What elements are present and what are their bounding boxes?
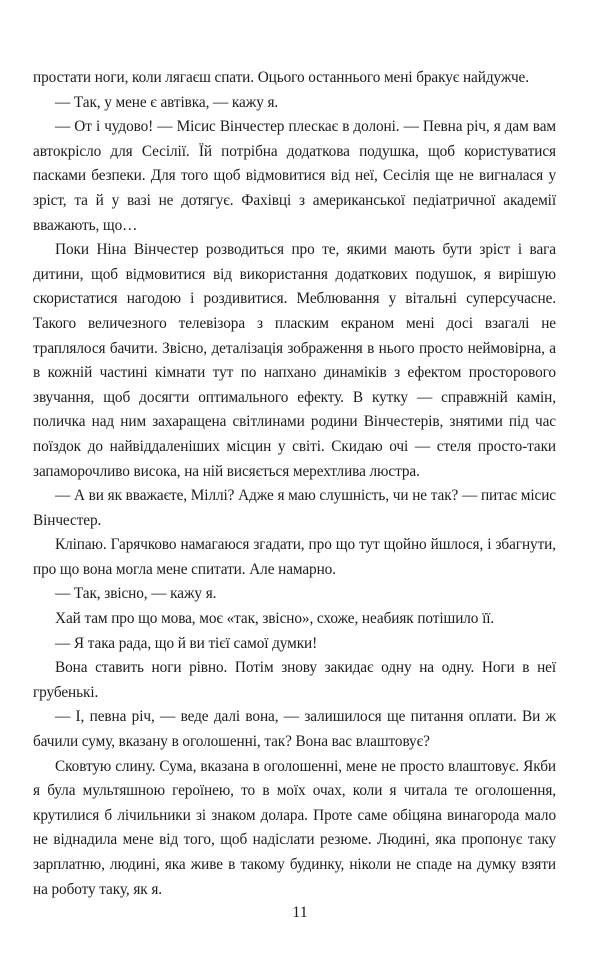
paragraph: — Так, звісно, — кажу я. bbox=[55, 585, 217, 603]
page-number: 11 bbox=[292, 904, 308, 921]
body-text bbox=[33, 66, 556, 902]
paragraph: Кліпаю. Гарячково намагаюся згадати, про що тут щойно йшлося, і збагнути, про що вона могла мене спитати. Але намарно. bbox=[33, 536, 556, 578]
paragraph: Вона ставить ноги рівно. Потім знову закидає одну на одну. Ноги в неї грубенькі. bbox=[33, 659, 556, 701]
paragraph: — От і чудово! — Місис Вінчестер плескає в долоні. — Певна річ, я дам вам автокрісло для Сесілії. Їй потрібна додаткова подушка, щоб користуватися пасками безпеки. Для того щоб відмовитися від неї, Сесілія ще не вигналася у зріст, та й у вазі не дотягує. Фахівці з американської педіатричної академії вважають, що… bbox=[33, 118, 556, 234]
paragraph: — А ви як вважаєте, Міллі? Адже я маю слушність, чи не так? — питає місис Вінчестер. bbox=[33, 487, 556, 529]
paragraph: Поки Ніна Вінчестер розводиться про те, якими мають бути зріст і вага дитини, щоб відмовитися від використання додаткових подушок, я вирішую скористатися нагодою і роздивитися. Меблювання у вітальні суперсучасне. Такого величезного телевізора з пласким екраном мені досі взагалі не траплялося бачити. Звісно, деталізація зображення в нього просто неймовірна, а в кожній частині кімнати тут по напхано динаміків з ефектом просторового звучання, щоб досягти оптимального ефекту. В кутку — справжній камін, поличка над ним захаращена світлинами родини Вінчестерів, знятими під час поїздок до найвіддаленіших місцин у світі. Скидаю очі — стеля просто-таки запаморочливо висока, на ній висяється мерехтлива люстра. bbox=[33, 241, 556, 480]
paragraph: Хай там про що мова, моє «так, звісно», схоже, неабияк потішило її. bbox=[55, 610, 495, 628]
paragraph: — І, певна річ, — веде далі вона, — залишилося ще питання оплати. Ви ж бачили суму, вказану в оголошенні, так? Вона вас влаштовує? bbox=[33, 708, 556, 751]
paragraph: — Так, у мене є автівка, — кажу я. bbox=[55, 93, 279, 111]
paragraph: простати ноги, коли лягаєш спати. Оцього останнього мені бракує найдужче. bbox=[33, 69, 529, 86]
paragraph: — Я така рада, що й ви тієї самої думки! bbox=[55, 634, 318, 652]
paragraph: Сковтую слину. Сума, вказана в оголошенні, мене не просто влаштовує. Якби я була мультяшною героїнею, то в моїх очах, коли я читала те оголошення, крутилися б лічильники зі знаком долара. Проте саме обіцяна винагорода мало не віднадила мене від того, щоб надіслати резюме. Людині, яка пропонує таку зарплатню, людині, яка живе в такому будинку, ніколи не спаде на думку взяти на роботу таку, як я. bbox=[33, 757, 556, 898]
